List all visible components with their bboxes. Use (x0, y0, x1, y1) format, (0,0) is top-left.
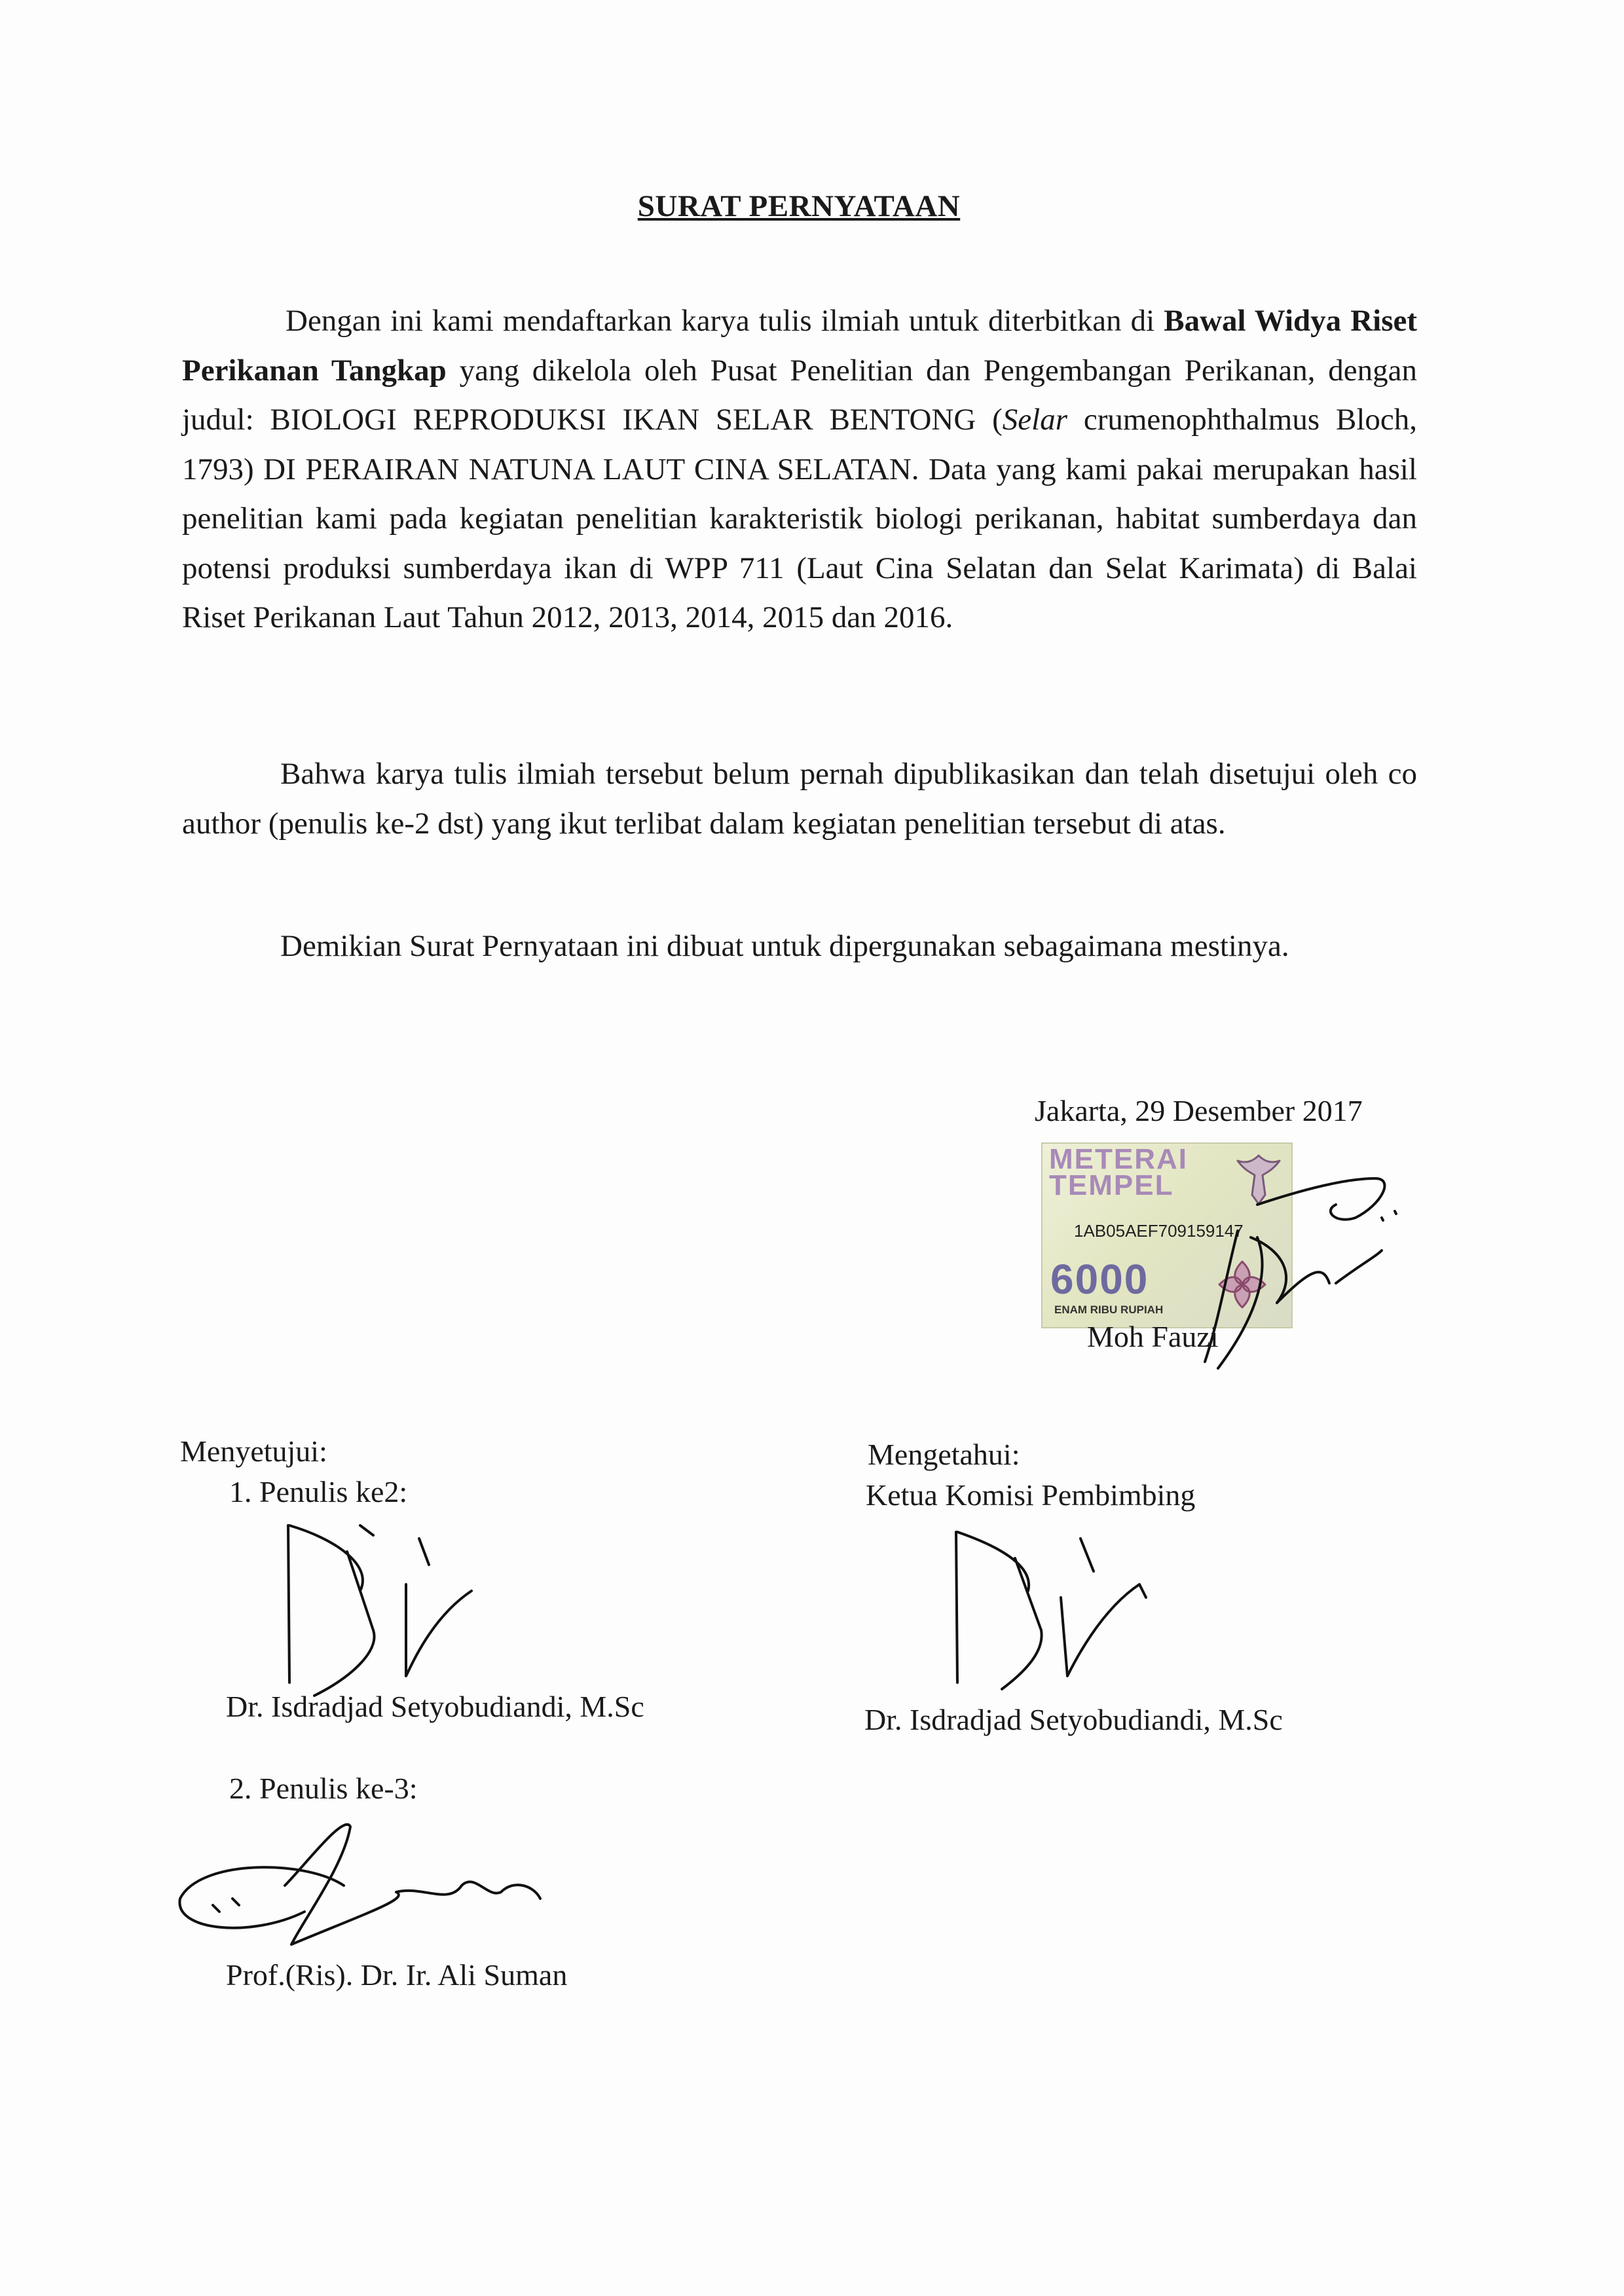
paragraph-closing: Demikian Surat Pernyataan ini dibuat untuk dipergunakan sebagaimana mestinya. (280, 929, 1289, 963)
supervisor-name: Dr. Isdradjad Setyobudiandi, M.Sc (864, 1703, 1283, 1736)
stamp-serial: 1AB05AEF709159147 (1074, 1221, 1244, 1241)
stamp-value-words: ENAM RIBU RUPIAH (1054, 1303, 1164, 1316)
approve-label: Menyetujui: (180, 1434, 327, 1468)
approve-item1-label: 1. Penulis ke2: (229, 1475, 408, 1508)
acknowledge-label: Mengetahui: (868, 1438, 1020, 1471)
journal-name: Bawal Widya Riset Perikanan Tangkap (182, 304, 1417, 388)
author2-name: Dr. Isdradjad Setyobudiandi, M.Sc (226, 1690, 644, 1723)
signature-supervisor (943, 1519, 1179, 1709)
paragraph-submission (182, 297, 1417, 643)
species-genus: Selar (1002, 403, 1067, 437)
document-title: SURAT PERNYATAAN (637, 189, 961, 223)
place-date: Jakarta, 29 Desember 2017 (1035, 1094, 1363, 1127)
stamp-title-line1: METERAI (1049, 1143, 1188, 1175)
approve-item2-label: 2. Penulis ke-3: (229, 1772, 418, 1805)
p1-text-c: crumenophthalmus Bloch, 1793) DI PERAIRAN NATUNA LAUT CINA SELATAN. Data yang kami pakai merupakan hasil penelitian kami pada kegiatan penelitian karakteristik biologi perikanan, habitat sumberdaya dan potensi produksi sumberdaya ikan di WPP 711 (Laut Cina Selatan dan Selat Karimata) di Balai Riset Perikanan Laut Tahun 2012, 2013, 2014, 2015 dan 2016. (182, 403, 1417, 634)
stamp-title (1049, 1143, 1188, 1201)
signature-moh-fauzi (1179, 1152, 1480, 1388)
signature-author2 (275, 1512, 511, 1709)
signature-author3 (174, 1813, 553, 1971)
p1-text-b: yang dikelola oleh Pusat Penelitian dan Pengembangan Perikanan, dengan judul: BIOLOGI REPRODUKSI IKAN SELAR BENTONG ( (182, 353, 1417, 437)
acknowledge-role: Ketua Komisi Pembimbing (866, 1478, 1196, 1512)
p1-text-a: Dengan ini kami mendaftarkan karya tulis ilmiah untuk diterbitkan di (286, 304, 1164, 338)
stamp-value: 6000 (1050, 1256, 1149, 1303)
main-signer-name: Moh Fauzi (1087, 1320, 1219, 1353)
paragraph-originality: Bahwa karya tulis ilmiah tersebut belum pernah dipublikasikan dan telah disetujui oleh co author (penulis ke-2 dst) yang ikut terlibat dalam kegiatan penelitian tersebut di atas. (182, 757, 1417, 841)
stamp-title-line2: TEMPEL (1049, 1169, 1174, 1201)
author3-name: Prof.(Ris). Dr. Ir. Ali Suman (226, 1958, 568, 1992)
